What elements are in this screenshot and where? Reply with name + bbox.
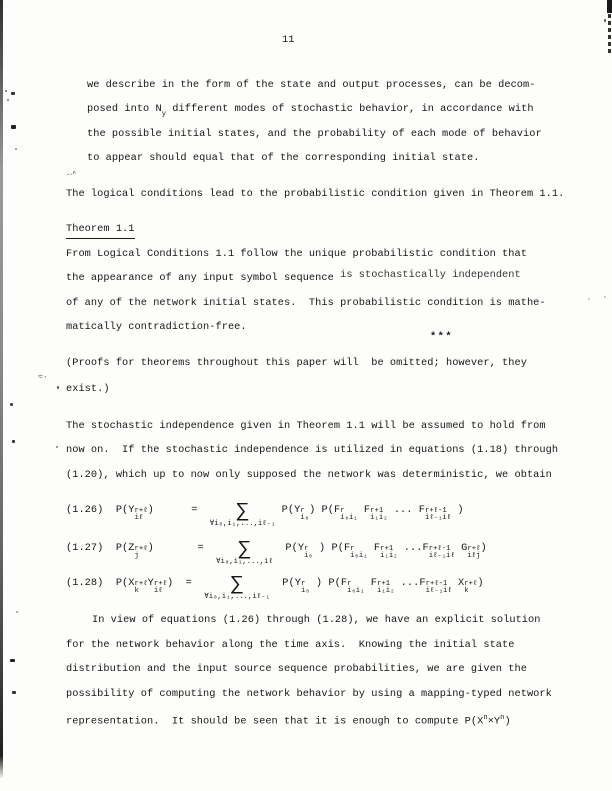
- subscript: iℓj: [467, 552, 481, 560]
- superscript: r: [347, 580, 352, 588]
- text-segment: ) =: [166, 577, 205, 589]
- text-segment: posed into N: [87, 103, 162, 115]
- section-heading: [66, 222, 135, 239]
- text-segment: ): [451, 504, 464, 516]
- sup-sub-stack: [377, 581, 394, 595]
- sup-sub-stack: [340, 508, 357, 522]
- text-segment: is stochastically independent: [340, 269, 521, 281]
- text-segment: G: [454, 542, 468, 554]
- text-segment: The logical conditions lead to the probabilistic condition given in Theorem 1.1.: [66, 188, 565, 200]
- text-segment: In view of equations (1.26) through (1.28), we have an explicit solution: [92, 614, 541, 626]
- para6-line5: [66, 711, 511, 729]
- scan-speck: [604, 296, 606, 298]
- text-segment: ) P(F: [312, 542, 351, 554]
- summation-limits: ∀i₀,i₁,...,iℓ₋₁: [209, 520, 276, 528]
- scan-speck: [7, 99, 9, 101]
- text-segment: ): [504, 715, 511, 728]
- left-scan-edge-artifact: [0, 0, 3, 779]
- summation-symbol: [204, 573, 270, 602]
- text-segment: (1.27) P(Z: [66, 542, 135, 554]
- subscript: k: [464, 587, 469, 595]
- scan-speck: [10, 659, 15, 662]
- text-segment: ×Y: [487, 715, 501, 728]
- subscript: i₁i₂: [380, 552, 398, 560]
- sup-sub-stack: [464, 581, 477, 595]
- text-segment: exist.): [66, 383, 110, 395]
- para2-line1: [66, 187, 564, 201]
- text-segment: ) P(F: [309, 504, 341, 516]
- superscript: n: [500, 714, 505, 722]
- scan-speck: [588, 298, 590, 300]
- pen-mark: [65, 167, 76, 182]
- equation-1-27: [66, 538, 487, 567]
- sup-sub-stack: [135, 581, 148, 595]
- scan-speck: [12, 440, 15, 443]
- para1-line2: [87, 102, 534, 122]
- text-segment: of any of the network initial states. This probabilistic condition is mathe-: [66, 297, 546, 309]
- subscript: i₁i₂: [370, 514, 388, 522]
- text-segment: different modes of stochastic behavior, in accordance with: [166, 103, 534, 115]
- scan-speck: [10, 403, 13, 406]
- subscript: j: [134, 552, 139, 560]
- qed-stars: [430, 330, 453, 344]
- subscript: iℓ: [153, 587, 163, 595]
- summation-limits: ∀i₀,i₁,...,iℓ: [216, 558, 273, 566]
- subscript: y: [161, 110, 167, 119]
- text-segment: 11: [282, 34, 295, 46]
- text-segment: P(Y: [275, 504, 301, 516]
- para1-line1: [87, 78, 536, 92]
- para5-line2: [66, 443, 558, 457]
- sup-sub-stack: [429, 546, 455, 560]
- para4-line1: [66, 356, 527, 370]
- superscript: r+ℓ: [134, 507, 148, 515]
- subscript: i₀: [300, 514, 310, 522]
- para3-line1: [66, 247, 527, 261]
- para3-line2: [66, 271, 521, 285]
- scan-speck: [5, 90, 7, 92]
- subscript: i₀: [300, 587, 310, 595]
- sup-sub-stack: [300, 508, 309, 522]
- text-segment: the appearance of any input symbol sequence: [66, 272, 341, 284]
- superscript: r+ℓ: [467, 545, 481, 553]
- right-scan-edge-bar: [607, 0, 612, 13]
- text-segment: for the network behavior along the time axis. Knowing the initial state: [66, 639, 515, 651]
- subscript: iℓ₋₁iℓ: [428, 552, 455, 560]
- text-segment: The stochastic independence given in Theorem 1.1 will be assumed to hold from: [66, 420, 546, 432]
- para6-line2: [66, 638, 515, 652]
- text-segment: --^: [65, 170, 77, 180]
- superscript: r+1: [370, 507, 384, 515]
- para6-line3: [66, 662, 527, 676]
- para1-line3: [87, 127, 542, 141]
- scan-speck: [16, 611, 18, 613]
- scan-speck: [15, 148, 17, 150]
- text-segment: distribution and the input source sequence probabilities, we are given the: [66, 663, 527, 675]
- text-segment: matically contradiction-free.: [66, 321, 247, 333]
- superscript: r: [340, 507, 345, 515]
- equation-1-26: [66, 500, 464, 529]
- scan-speck: [57, 386, 59, 389]
- superscript: r: [304, 545, 309, 553]
- text-segment: ): [480, 542, 487, 554]
- text-segment: ≈·: [38, 373, 48, 382]
- sigma-glyph: ∑: [236, 500, 249, 523]
- text-segment: we describe in the form of the state and output processes, can be decom-: [87, 79, 536, 91]
- superscript: r+ℓ: [134, 580, 148, 588]
- text-segment: Y: [147, 577, 154, 589]
- superscript: r+1: [380, 545, 394, 553]
- subscript: k: [134, 587, 139, 595]
- text-segment: to appear should equal that of the corresponding initial state.: [87, 152, 480, 164]
- subscript: iℓ₋₁iℓ: [424, 514, 452, 522]
- text-segment: representation. It should be seen that it is enough to compute P(X: [66, 715, 484, 728]
- para4-line2: [66, 382, 110, 396]
- subscript: iℓ₋₁iℓ: [425, 587, 452, 595]
- para5-line1: [66, 419, 546, 433]
- superscript: r: [350, 545, 355, 553]
- sup-sub-stack: [301, 581, 310, 595]
- subscript: i₀: [304, 552, 313, 560]
- text-segment: P(Y: [269, 577, 301, 589]
- text-segment: (Proofs for theorems throughout this paper will be omitted; however, they: [66, 357, 527, 369]
- text-segment: P(Y: [272, 542, 305, 554]
- text-segment: possibility of computing the network behavior by using a mapping-typed network: [66, 688, 552, 700]
- para6-line1: [92, 613, 541, 627]
- sup-sub-stack: [135, 546, 148, 560]
- sup-sub-stack: [154, 581, 167, 595]
- superscript: r+ℓ: [134, 545, 148, 553]
- scan-speck: [12, 691, 16, 694]
- text-segment: (1.20), which up to now only supposed the network was deterministic, we obtain: [66, 469, 552, 481]
- text-segment: now on. If the stochastic independence is utilized in equations (1.18) through: [66, 444, 559, 456]
- superscript: r+ℓ: [464, 580, 478, 588]
- text-segment: ) P(F: [309, 577, 348, 589]
- para5-line3: [66, 468, 552, 482]
- superscript: r: [300, 580, 306, 588]
- para6-line4: [66, 687, 552, 701]
- superscript: r+ℓ-1: [424, 507, 447, 515]
- sup-sub-stack: [380, 546, 397, 560]
- summation-limits: ∀i₀,i₁,...,iℓ₋₁: [204, 593, 270, 601]
- para3-line3: [66, 296, 546, 310]
- superscript: r+1: [377, 580, 391, 588]
- text-segment: ...F: [397, 542, 429, 554]
- superscript: r+ℓ: [153, 580, 167, 588]
- right-scan-edge-dashes: [608, 14, 611, 54]
- text-segment: ) =: [147, 504, 210, 516]
- superscript: n: [483, 714, 488, 722]
- scan-speck: [11, 125, 16, 129]
- text-segment: Theorem 1.1: [66, 223, 135, 235]
- scan-speck: [604, 19, 606, 22]
- page-number: [282, 33, 294, 47]
- sigma-glyph: ∑: [238, 538, 251, 561]
- text-segment: the possible initial states, and the probability of each mode of behavior: [87, 128, 542, 140]
- text-segment: X: [451, 577, 465, 589]
- para3-line4: [66, 320, 247, 334]
- text-segment: ...F: [394, 577, 426, 589]
- text-segment: (1.26) P(Y: [66, 504, 135, 516]
- sup-sub-stack: [347, 581, 364, 595]
- text-segment: ... F: [387, 504, 425, 516]
- superscript: r+ℓ-1: [425, 580, 448, 588]
- scan-speck: [56, 446, 58, 448]
- sup-sub-stack: [304, 546, 313, 560]
- sup-sub-stack: [370, 508, 387, 522]
- text-segment: (1.28) P(X: [66, 577, 135, 589]
- sup-sub-stack: [350, 546, 367, 560]
- smudge-mark: [38, 371, 48, 385]
- equation-1-28: [66, 573, 484, 602]
- scan-speck: [11, 92, 15, 95]
- subscript: iℓ: [134, 514, 144, 522]
- text-segment: ***: [430, 331, 454, 343]
- sup-sub-stack: [467, 546, 480, 560]
- text-segment: ): [477, 577, 484, 589]
- sup-sub-stack: [426, 581, 452, 595]
- superscript: r: [300, 507, 305, 515]
- text-segment: ) =: [147, 542, 217, 554]
- subscript: i₀i₁: [350, 552, 368, 560]
- sigma-glyph: ∑: [231, 573, 244, 596]
- summation-symbol: [216, 538, 273, 567]
- sup-sub-stack: [425, 508, 451, 522]
- text-segment: F: [367, 542, 381, 554]
- subscript: i₁i₂: [377, 587, 395, 595]
- text-segment: From Logical Conditions 1.1 follow the unique probabilistic condition that: [66, 248, 527, 260]
- sup-sub-stack: [135, 508, 148, 522]
- subscript: i₀i₁: [347, 587, 365, 595]
- para1-line4: [87, 151, 479, 165]
- text-segment: F: [364, 577, 377, 589]
- text-segment: F: [357, 504, 371, 516]
- summation-symbol: [209, 500, 276, 529]
- subscript: i₀i₁: [340, 514, 358, 522]
- superscript: r+ℓ-1: [428, 545, 451, 553]
